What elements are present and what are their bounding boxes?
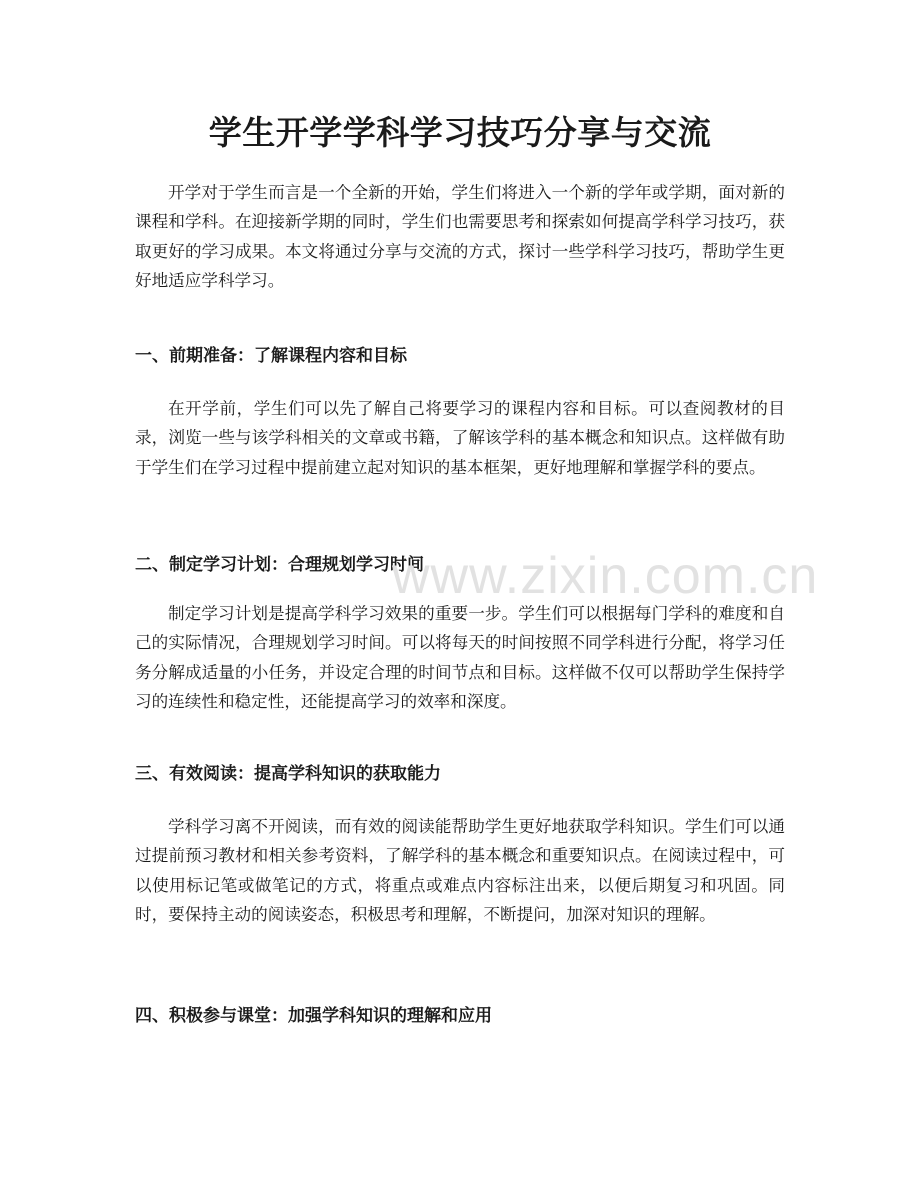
section-heading-2: 二、制定学习计划：合理规划学习时间 (135, 555, 424, 575)
section-body-1: 在开学前，学生们可以先了解自己将要学习的课程内容和目标。可以查阅教材的目录，浏览一些与该学科相关的文章或书籍，了解该学科的基本概念和知识点。这样做有助于学生们在学习过程中提前建立起对知识的基本框架，更好地理解和掌握学科的要点。 (135, 399, 785, 477)
section-heading-4: 四、积极参与课堂：加强学科知识的理解和应用 (135, 1006, 492, 1026)
intro-paragraph: 开学对于学生而言是一个全新的开始，学生们将进入一个新的学年或学期，面对新的课程和学科。在迎接新学期的同时，学生们也需要思考和探索如何提高学科学习技巧，获取更好的学习成果。本文将通过分享与交流的方式，探讨一些学科学习技巧，帮助学生更好地适应学科学习。 (135, 183, 785, 291)
section-heading-3: 三、有效阅读：提高学科知识的获取能力 (135, 764, 441, 784)
section-body-3: 学科学习离不开阅读，而有效的阅读能帮助学生更好地获取学科知识。学生们可以通过提前预习教材和相关参考资料，了解学科的基本概念和重要知识点。在阅读过程中，可以使用标记笔或做笔记的方式，将重点或难点内容标注出来，以便后期复习和巩固。同时，要保持主动的阅读姿态，积极思考和理解，不断提问，加深对知识的理解。 (135, 817, 785, 925)
section-heading-1: 一、前期准备：了解课程内容和目标 (135, 346, 407, 366)
watermark: www.zixin.com.cn (392, 547, 819, 605)
section-body-2: 制定学习计划是提高学科学习效果的重要一步。学生们可以根据每门学科的难度和自己的实际情况，合理规划学习时间。可以将每天的时间按照不同学科进行分配，将学习任务分解成适量的小任务，并设定合理的时间节点和目标。这样做不仅可以帮助学生保持学习的连续性和稳定性，还能提高学习的效率和深度。 (135, 604, 785, 712)
document-title: 学生开学学科学习技巧分享与交流 (208, 113, 712, 152)
